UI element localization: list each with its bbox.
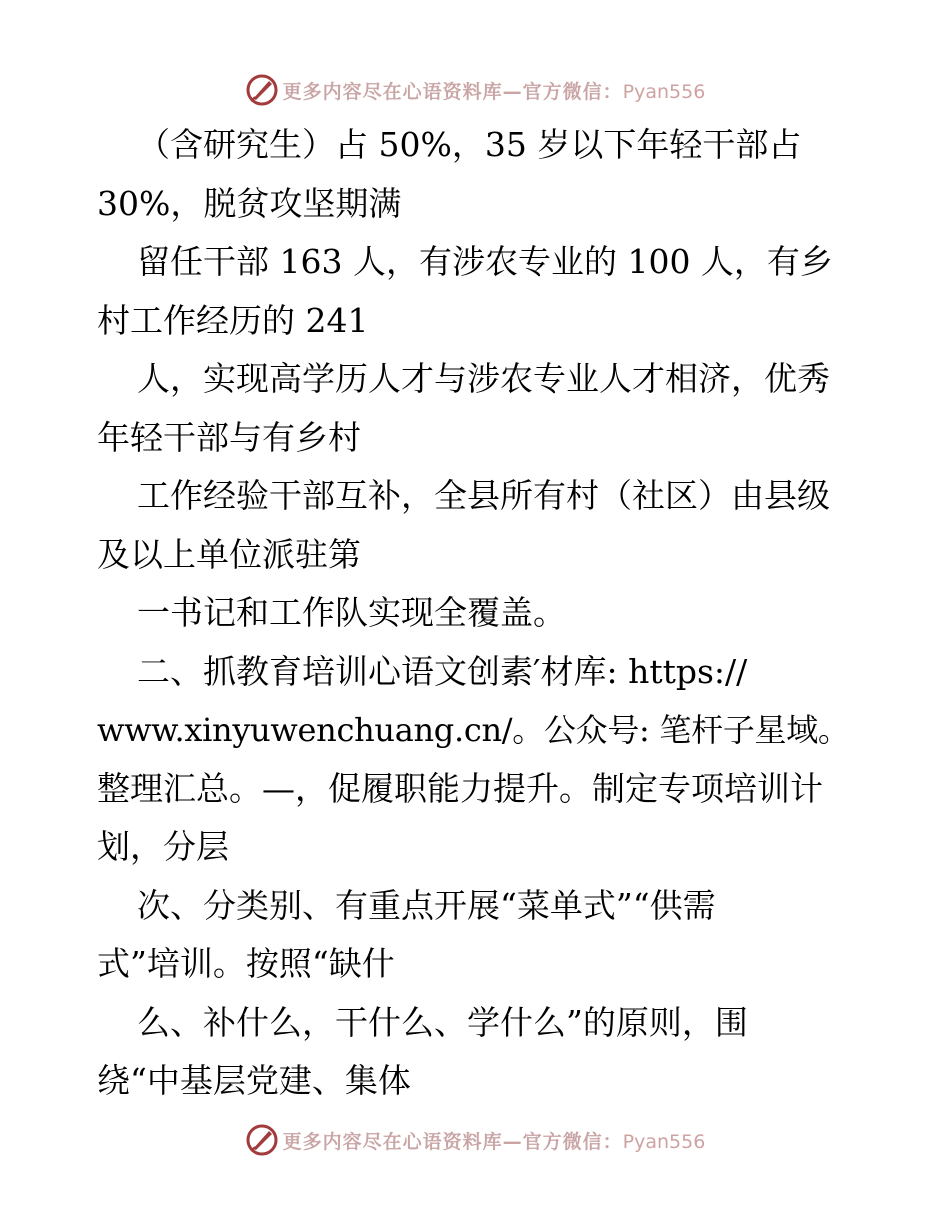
document-line: 及以上单位派驻第 <box>97 534 361 574</box>
document-line: 次、分类别、有重点开展“菜单式”“供需 <box>137 885 716 925</box>
quill-seal-icon <box>245 1123 279 1157</box>
document-line: 二、抓教育培训心语文创素′材库: https:// <box>137 651 748 691</box>
document-line: 式”培训。按照“缺什 <box>97 944 395 983</box>
document-line: 30%，脱贫攻坚期满 <box>97 183 402 223</box>
footer-handle: Pyan556 <box>622 1130 706 1153</box>
document-line: 人，实现高学历人才与涉农专业人才相济，优秀 <box>137 359 830 398</box>
document-line: 工作经验干部互补，全县所有村（社区）由县级 <box>137 476 830 515</box>
document-body <box>97 116 867 1111</box>
document-line: 留任干部 163 人，有涉农专业的 100 人，有乡 <box>137 242 833 281</box>
footer-banner <box>0 1120 950 1160</box>
document-line: 村工作经历的 241 <box>97 300 369 340</box>
document-line: www.xinyuwenchuang.cn/。公众号: 笔杆子星域。 <box>97 711 850 749</box>
document-line: 绕“中基层党建、集体 <box>97 1061 411 1100</box>
quill-seal-icon <box>245 73 279 107</box>
document-line: （含研究生）占 50%，35 岁以下年轻干部占 <box>137 125 802 164</box>
footer-banner-text: 更多内容尽在心语资料库—官方微信：Pyan556 <box>282 1130 706 1153</box>
document-line: 年轻干部与有乡村 <box>97 417 361 457</box>
document-line: 一书记和工作队实现全覆盖。 <box>137 593 566 632</box>
header-banner-text: 更多内容尽在心语资料库—官方微信：Pyan556 <box>282 80 706 103</box>
document-line: 划，分层 <box>97 827 229 866</box>
document-line: 整理汇总。—，促履职能力提升。制定专项培训计 <box>97 768 823 808</box>
document-line: 么、补什么，干什么、学什么”的原则，围 <box>137 1002 748 1042</box>
header-handle: Pyan556 <box>622 80 706 103</box>
header-banner <box>0 70 950 110</box>
